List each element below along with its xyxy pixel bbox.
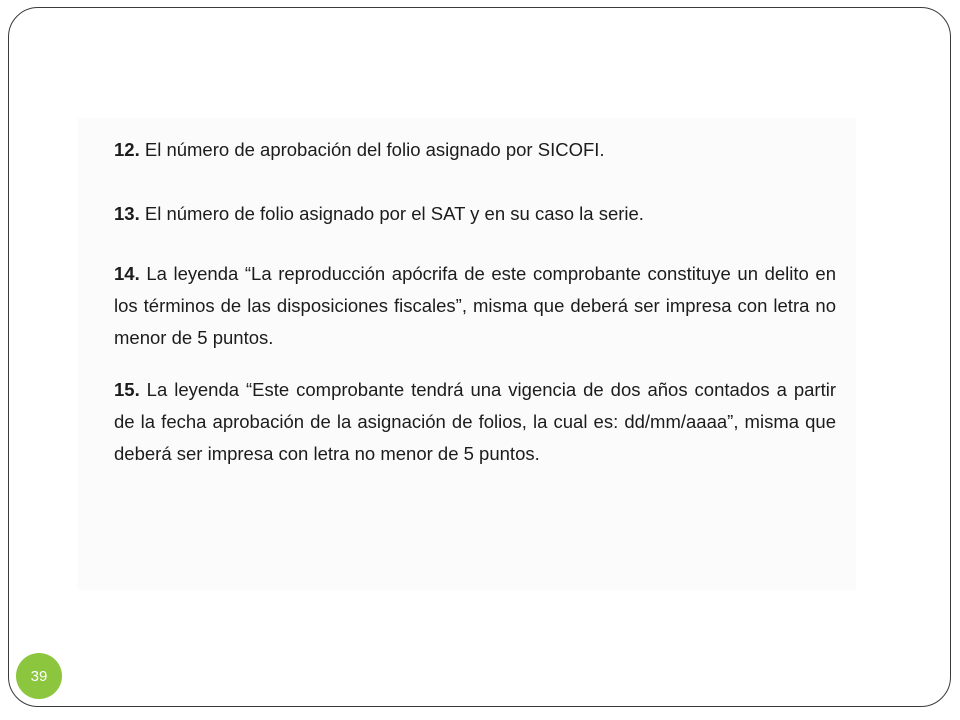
item-text: El número de aprobación del folio asignado por SICOFI. (139, 139, 605, 160)
requirement-item-13 (114, 198, 836, 230)
requirement-item-15 (114, 374, 836, 470)
item-text: El número de folio asignado por el SAT y en su caso la serie. (139, 203, 644, 224)
item-number: 12. (114, 139, 140, 160)
item-number: 14. (114, 263, 140, 284)
requirement-item-14 (114, 258, 836, 354)
item-text: La leyenda “Este comprobante tendrá una vigencia de dos años contados a partir de la fecha aprobación de la asignación de folios, la cual es: dd/mm/aaaa”, misma que deberá ser impresa con letra no menor de 5 puntos. (114, 379, 836, 464)
item-text: La leyenda “La reproducción apócrifa de este comprobante constituye un delito en los términos de las disposiciones fiscales”, misma que deberá ser impresa con letra no menor de 5 puntos. (114, 263, 836, 348)
item-number: 15. (114, 379, 140, 400)
scanned-document-image (78, 118, 856, 590)
page-number-badge: 39 (16, 653, 62, 699)
requirement-item-12 (114, 134, 836, 166)
item-number: 13. (114, 203, 140, 224)
